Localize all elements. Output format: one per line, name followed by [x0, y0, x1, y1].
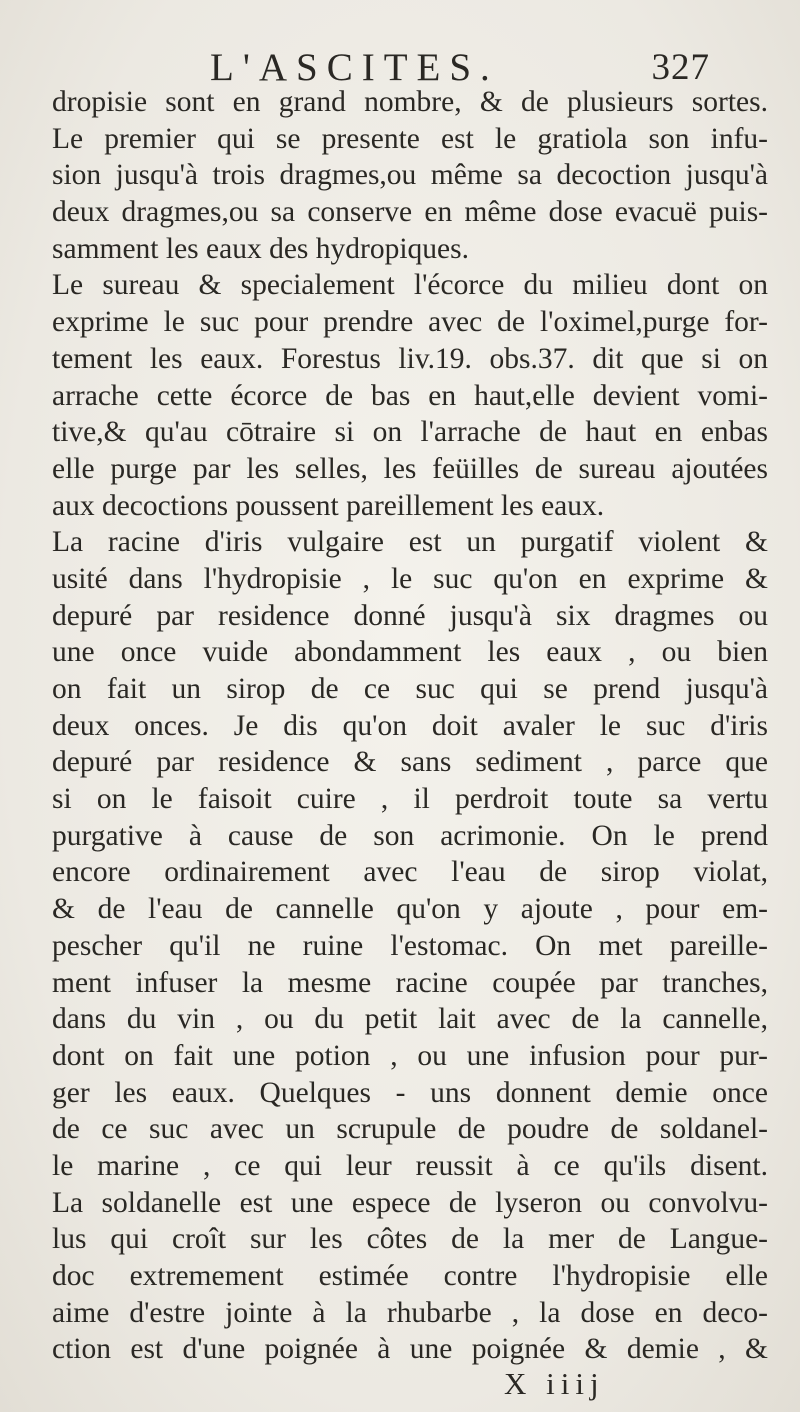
text-line: La racine d'iris vulgaire est un purgatif violent &: [52, 526, 768, 559]
text-line: deux dragmes,ou sa conserve en même dose evacuë puis-: [52, 196, 768, 229]
text-line: samment les eaux des hydropiques.: [52, 232, 470, 265]
text-line: depuré par residence & sans sediment , parce que: [52, 746, 768, 779]
text-line: on fait un sirop de ce suc qui se prend jusqu'à: [52, 673, 768, 705]
text-line: & de l'eau de cannelle qu'on y ajoute , pour em-: [52, 893, 768, 926]
body-text: [52, 84, 768, 1368]
running-title: L'ASCITES.: [210, 46, 499, 89]
text-line: Le premier qui se presente est le gratiola son infu-: [52, 122, 768, 155]
text-line: le marine , ce qui leur reussit à ce qu'ils disent.: [52, 1149, 768, 1182]
text-line: dans du vin , ou du petit lait avec de la cannelle,: [52, 1003, 768, 1036]
text-line: encore ordinairement avec l'eau de sirop violat,: [52, 856, 768, 889]
text-line: doc extremement estimée contre l'hydropisie elle: [52, 1260, 768, 1292]
text-line: pescher qu'il ne ruine l'estomac. On met pareille-: [52, 929, 768, 962]
text-line: sion jusqu'à trois dragmes,ou même sa decoction jusqu'à: [52, 159, 768, 192]
text-line: aime d'estre jointe à la rhubarbe , la dose en deco-: [52, 1296, 768, 1329]
text-line: une once vuide abondamment les eaux , ou bien: [52, 636, 768, 669]
page-number: 327: [651, 47, 710, 88]
text-line: exprime le suc pour prendre avec de l'oximel,purge for-: [52, 306, 768, 339]
text-line: usité dans l'hydropisie , le suc qu'on en exprime &: [52, 562, 768, 595]
text-line: Le sureau & specialement l'écorce du milieu dont on: [52, 269, 768, 302]
text-line: de ce suc avec un scrupule de poudre de soldanel-: [52, 1113, 768, 1146]
text-line: dont on fait une potion , ou une infusion pour pur-: [52, 1039, 768, 1072]
text-line: si on le faisoit cuire , il perdroit toute sa vertu: [52, 783, 768, 816]
text-line: purgative à cause de son acrimonie. On le prend: [52, 819, 768, 852]
text-line: tive,& qu'au cōtraire si on l'arrache de haut en enbas: [52, 416, 768, 449]
signature-mark: X iiij: [504, 1366, 605, 1401]
text-line: ction est d'une poignée à une poignée & demie , &: [52, 1333, 768, 1366]
text-line: lus qui croît sur les côtes de la mer de Langue-: [52, 1223, 768, 1256]
text-line: La soldanelle est une espece de lyseron ou convolvu-: [52, 1186, 768, 1219]
text-line: arrache cette écorce de bas en haut,elle devient vomi-: [52, 379, 768, 412]
text-line: tement les eaux. Forestus liv.19. obs.37. dit que si on: [52, 342, 768, 375]
text-line: aux decoctions poussent pareillement les eaux.: [52, 489, 605, 522]
text-line: elle purge par les selles, les feüilles de sureau ajoutées: [52, 452, 768, 485]
text-line: dropisie sont en grand nombre, & de plusieurs sortes.: [52, 86, 768, 118]
text-line: ger les eaux. Quelques - uns donnent demie once: [52, 1076, 768, 1109]
text-line: depuré par residence donné jusqu'à six dragmes ou: [52, 599, 768, 632]
text-line: deux onces. Je dis qu'on doit avaler le suc d'iris: [52, 709, 768, 742]
text-line: ment infuser la mesme racine coupée par tranches,: [52, 966, 768, 999]
